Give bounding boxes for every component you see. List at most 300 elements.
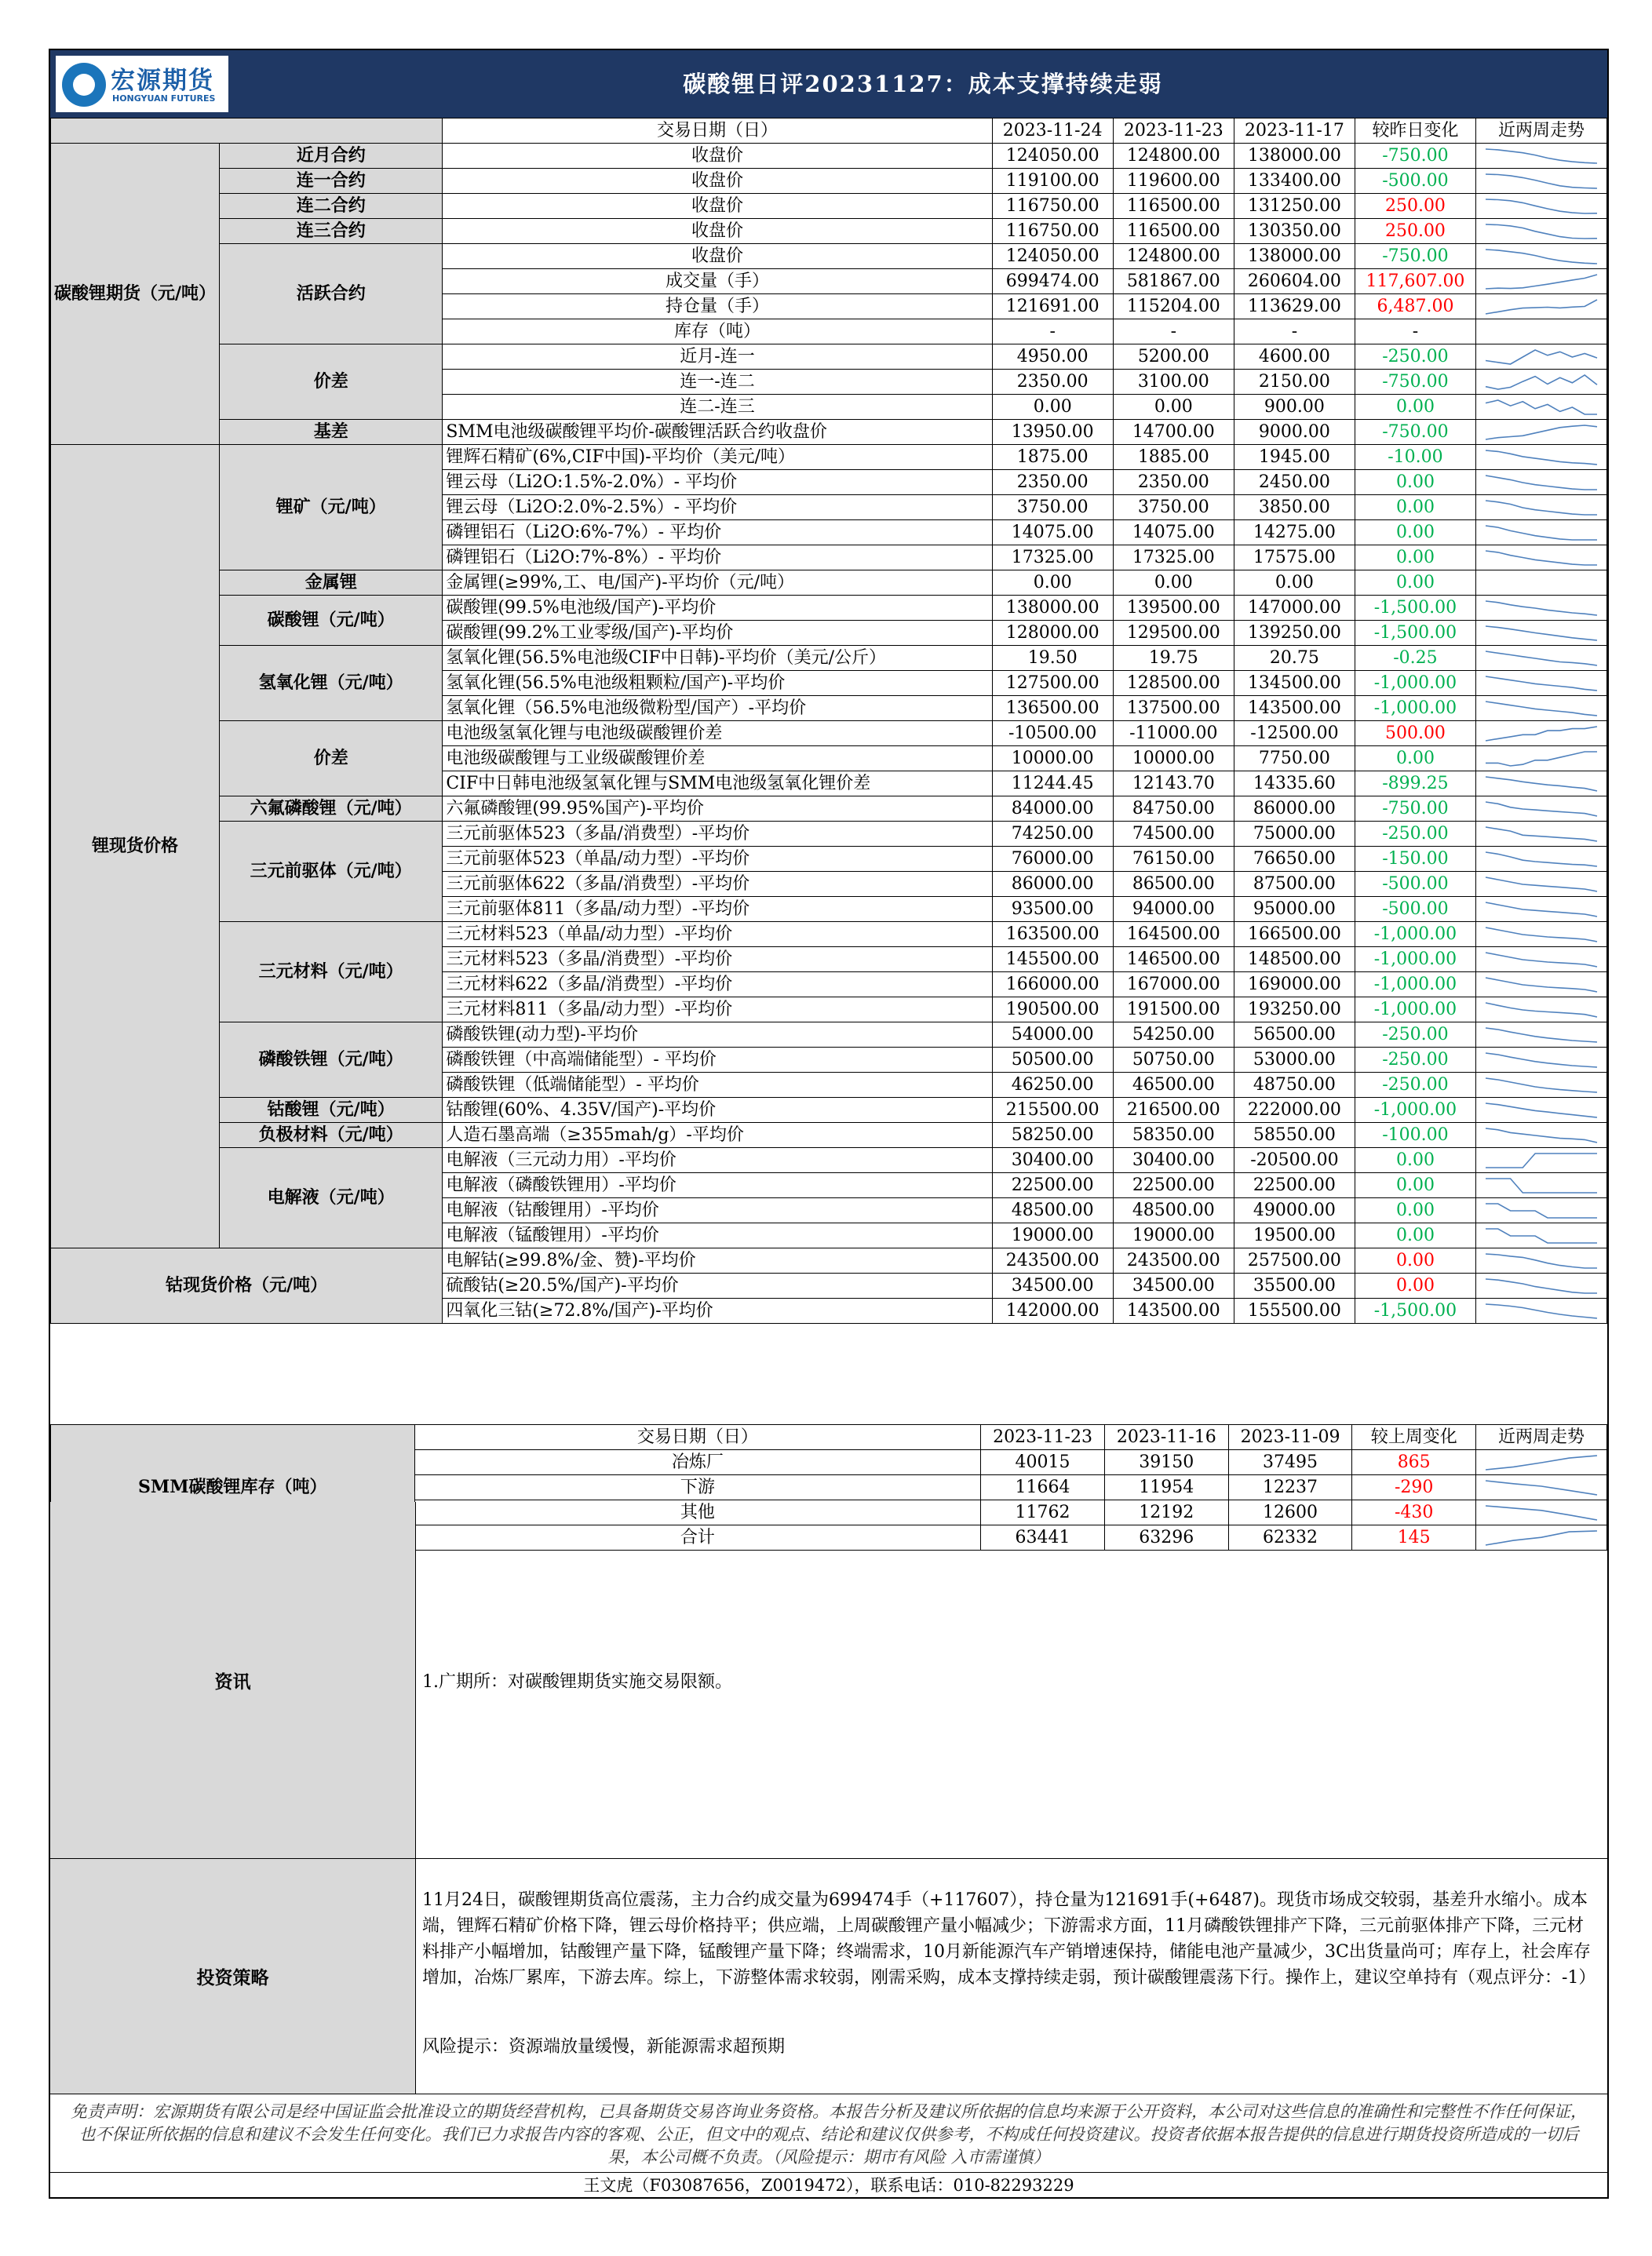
value-cell: 116750.00 bbox=[992, 194, 1113, 219]
change-cell: 0.00 bbox=[1355, 1248, 1475, 1274]
value-cell: 22500.00 bbox=[1234, 1173, 1355, 1198]
table-row bbox=[51, 1148, 1607, 1173]
value-cell: 124050.00 bbox=[992, 144, 1113, 169]
trend-sparkline bbox=[1479, 1476, 1603, 1500]
item-name: 冶炼厂 bbox=[414, 1450, 981, 1475]
table-row bbox=[51, 1098, 1607, 1123]
trend-sparkline-cell bbox=[1475, 872, 1606, 897]
trend-sparkline-cell bbox=[1475, 997, 1606, 1022]
trend-sparkline-cell bbox=[1475, 1123, 1606, 1148]
table-row bbox=[51, 721, 1607, 746]
value-cell: 50500.00 bbox=[992, 1048, 1113, 1073]
value-cell: 166000.00 bbox=[992, 972, 1113, 997]
value-cell: 54250.00 bbox=[1113, 1022, 1234, 1048]
table-row bbox=[51, 822, 1607, 847]
trend-line bbox=[1486, 199, 1597, 213]
logo-mark-icon bbox=[62, 63, 106, 107]
group-label: 碳酸锂期货（元/吨） bbox=[51, 144, 220, 445]
item-name: 下游 bbox=[414, 1475, 981, 1500]
value-cell: 2150.00 bbox=[1234, 370, 1355, 395]
item-name: 电池级碳酸锂与工业级碳酸锂价差 bbox=[443, 746, 992, 771]
trend-sparkline-cell bbox=[1475, 1450, 1606, 1475]
value-cell: 124050.00 bbox=[992, 244, 1113, 269]
value-cell: - bbox=[1234, 319, 1355, 344]
value-cell: - bbox=[992, 319, 1113, 344]
value-cell: 14335.60 bbox=[1234, 771, 1355, 796]
trend-sparkline-cell bbox=[1475, 771, 1606, 796]
trend-line bbox=[1486, 1456, 1597, 1470]
item-name: 磷酸铁锂（中高端储能型）- 平均价 bbox=[443, 1048, 992, 1073]
value-cell: 14075.00 bbox=[992, 520, 1113, 545]
subgroup-label: 价差 bbox=[220, 721, 443, 796]
value-cell: 222000.00 bbox=[1234, 1098, 1355, 1123]
change-cell: 0.00 bbox=[1355, 470, 1475, 495]
trend-line bbox=[1486, 852, 1597, 866]
trend-sparkline-cell bbox=[1475, 922, 1606, 947]
item-name: 磷酸铁锂（低端储能型）- 平均价 bbox=[443, 1073, 992, 1098]
trend-sparkline bbox=[1479, 923, 1603, 946]
analyst-contact: 王文虎（F03087656，Z0019472），联系电话：010-82293229 bbox=[583, 2176, 1074, 2195]
change-cell: 0.00 bbox=[1355, 746, 1475, 771]
item-name: 持仓量（手） bbox=[443, 294, 992, 319]
item-name: 三元前驱体523（多晶/消费型）-平均价 bbox=[443, 822, 992, 847]
change-cell: 145 bbox=[1352, 1525, 1476, 1551]
value-cell: 12237 bbox=[1228, 1475, 1352, 1500]
trend-sparkline bbox=[1479, 722, 1603, 745]
trend-sparkline-cell bbox=[1475, 1274, 1606, 1299]
trend-sparkline-cell bbox=[1475, 1073, 1606, 1098]
value-cell: 1945.00 bbox=[1234, 445, 1355, 470]
value-cell: 0.00 bbox=[1113, 570, 1234, 596]
trend-line bbox=[1486, 1481, 1597, 1495]
item-name: 电解钴(≥99.8%/金、赞)-平均价 bbox=[443, 1248, 992, 1274]
trend-sparkline bbox=[1479, 772, 1603, 796]
value-cell: 243500.00 bbox=[992, 1248, 1113, 1274]
trend-line bbox=[1486, 752, 1597, 766]
trend-sparkline-cell bbox=[1475, 420, 1606, 445]
trend-sparkline-cell bbox=[1475, 746, 1606, 771]
trend-sparkline-cell bbox=[1475, 244, 1606, 269]
trend-line bbox=[1486, 626, 1597, 640]
change-cell: -1,000.00 bbox=[1355, 922, 1475, 947]
value-cell: 46250.00 bbox=[992, 1073, 1113, 1098]
change-cell: -1,000.00 bbox=[1355, 972, 1475, 997]
value-cell: 148500.00 bbox=[1234, 947, 1355, 972]
value-cell: 14275.00 bbox=[1234, 520, 1355, 545]
value-cell: -12500.00 bbox=[1234, 721, 1355, 746]
value-cell: 19000.00 bbox=[1113, 1223, 1234, 1248]
trend-line bbox=[1486, 1204, 1597, 1218]
change-cell: -430 bbox=[1352, 1500, 1476, 1525]
table-row bbox=[51, 420, 1607, 445]
change-cell: -500.00 bbox=[1355, 897, 1475, 922]
subgroup-label: 锂矿（元/吨） bbox=[220, 445, 443, 570]
value-cell: 14700.00 bbox=[1113, 420, 1234, 445]
change-cell: 250.00 bbox=[1355, 194, 1475, 219]
trend-sparkline bbox=[1479, 1124, 1603, 1147]
table-row bbox=[51, 646, 1607, 671]
value-cell: 116500.00 bbox=[1113, 219, 1234, 244]
value-cell: 9000.00 bbox=[1234, 420, 1355, 445]
item-name: 硫酸钴(≥20.5%/国产)-平均价 bbox=[443, 1274, 992, 1299]
trend-sparkline-cell bbox=[1475, 1248, 1606, 1274]
item-name: 三元材料811（多晶/动力型）-平均价 bbox=[443, 997, 992, 1022]
strategy-text: 11月24日，碳酸锂期货高位震荡，主力合约成交量为699474手（+117607），持仓量为121691手(+6487)。现货市场成交较弱，基差升水缩小。成本端，锂辉石精矿价格下降，锂云母价格持平；供应端，上周碳酸锂产量小幅减少；下游需求方面，11月磷酸铁锂排产下降，三元前驱体排产下降，三元材料排产小幅增加，钴酸锂产量下降，锰酸锂产量下降；终端需求，10月新能源汽车产销增速保持，储能电池产量减少，3C出货量尚可；库存上，社会库存增加，冶炼厂累库，下游去库。综上，下游整体需求较弱，刚需采购，成本支撑持续走弱，预计碳酸锂震荡下行。操作上，建议空单持有（观点评分：-1） bbox=[422, 1890, 1596, 1988]
trend-line bbox=[1486, 651, 1597, 665]
trend-sparkline bbox=[1479, 1073, 1603, 1097]
trend-sparkline-cell bbox=[1475, 1475, 1606, 1500]
trend-sparkline-cell bbox=[1475, 269, 1606, 294]
trend-sparkline-cell bbox=[1475, 671, 1606, 696]
value-cell: 1875.00 bbox=[992, 445, 1113, 470]
trend-line bbox=[1486, 425, 1597, 439]
subgroup-label: 氢氧化锂（元/吨） bbox=[220, 646, 443, 721]
trend-line bbox=[1486, 300, 1597, 314]
trend-sparkline bbox=[1479, 1099, 1603, 1122]
item-name: 磷锂铝石（Li2O:6%-7%）- 平均价 bbox=[443, 520, 992, 545]
item-name: 收盘价 bbox=[443, 194, 992, 219]
value-cell: 2350.00 bbox=[992, 470, 1113, 495]
trend-sparkline bbox=[1479, 1274, 1603, 1298]
value-cell: 30400.00 bbox=[992, 1148, 1113, 1173]
trend-line bbox=[1486, 1003, 1597, 1017]
value-cell: 113629.00 bbox=[1234, 294, 1355, 319]
trend-sparkline bbox=[1479, 873, 1603, 896]
value-cell: 0.00 bbox=[992, 395, 1113, 420]
header-change: 较上周变化 bbox=[1352, 1425, 1476, 1450]
trend-sparkline-cell bbox=[1475, 319, 1606, 344]
value-cell: 3750.00 bbox=[1113, 495, 1234, 520]
change-cell: -250.00 bbox=[1355, 344, 1475, 370]
trend-sparkline bbox=[1479, 220, 1603, 243]
trend-sparkline-cell bbox=[1475, 1198, 1606, 1223]
value-cell: 17325.00 bbox=[992, 545, 1113, 570]
header-trend: 近两周走势 bbox=[1475, 1425, 1606, 1450]
trend-sparkline bbox=[1479, 496, 1603, 519]
value-cell: 167000.00 bbox=[1113, 972, 1234, 997]
subgroup-label: 价差 bbox=[220, 344, 443, 420]
table-row bbox=[51, 169, 1607, 194]
value-cell: 11954 bbox=[1104, 1475, 1228, 1500]
trend-sparkline bbox=[1479, 621, 1603, 645]
table-row bbox=[51, 796, 1607, 822]
subgroup-label: 负极材料（元/吨） bbox=[220, 1123, 443, 1148]
value-cell: 63296 bbox=[1104, 1525, 1228, 1551]
change-cell: 0.00 bbox=[1355, 395, 1475, 420]
subgroup-label: 连二合约 bbox=[220, 194, 443, 219]
value-cell: -10500.00 bbox=[992, 721, 1113, 746]
value-cell: 138000.00 bbox=[992, 596, 1113, 621]
change-cell: -899.25 bbox=[1355, 771, 1475, 796]
header-blank bbox=[51, 118, 443, 144]
item-name: 连二-连三 bbox=[443, 395, 992, 420]
value-cell: 163500.00 bbox=[992, 922, 1113, 947]
item-name: 四氧化三钴(≥72.8%/国产)-平均价 bbox=[443, 1299, 992, 1324]
change-cell: -10.00 bbox=[1355, 445, 1475, 470]
trend-line bbox=[1486, 777, 1597, 791]
trend-sparkline bbox=[1479, 1174, 1603, 1197]
value-cell: 94000.00 bbox=[1113, 897, 1234, 922]
trend-sparkline bbox=[1479, 596, 1603, 620]
value-cell: 155500.00 bbox=[1234, 1299, 1355, 1324]
table-row bbox=[51, 1022, 1607, 1048]
value-cell: 116750.00 bbox=[992, 219, 1113, 244]
trend-sparkline-cell bbox=[1475, 646, 1606, 671]
trend-sparkline bbox=[1479, 847, 1603, 871]
item-name: 三元前驱体523（单晶/动力型）-平均价 bbox=[443, 847, 992, 872]
header-date: 2023-11-24 bbox=[992, 118, 1113, 144]
subgroup-label: 磷酸铁锂（元/吨） bbox=[220, 1022, 443, 1098]
trend-sparkline bbox=[1479, 395, 1603, 419]
value-cell: 48500.00 bbox=[1113, 1198, 1234, 1223]
value-cell: 139500.00 bbox=[1113, 596, 1234, 621]
value-cell: 116500.00 bbox=[1113, 194, 1234, 219]
trend-sparkline bbox=[1479, 1249, 1603, 1273]
value-cell: - bbox=[1113, 319, 1234, 344]
value-cell: 84000.00 bbox=[992, 796, 1113, 822]
change-cell: 0.00 bbox=[1355, 1173, 1475, 1198]
value-cell: 191500.00 bbox=[1113, 997, 1234, 1022]
value-cell: 74500.00 bbox=[1113, 822, 1234, 847]
value-cell: 169000.00 bbox=[1234, 972, 1355, 997]
trend-line bbox=[1486, 953, 1597, 967]
value-cell: 58550.00 bbox=[1234, 1123, 1355, 1148]
value-cell: 134500.00 bbox=[1234, 671, 1355, 696]
logo-en-text: HONGYUAN FUTURES bbox=[112, 93, 216, 104]
change-cell: -750.00 bbox=[1355, 370, 1475, 395]
value-cell: 58350.00 bbox=[1113, 1123, 1234, 1148]
trend-sparkline-cell bbox=[1475, 169, 1606, 194]
value-cell: 53000.00 bbox=[1234, 1048, 1355, 1073]
value-cell: 22500.00 bbox=[992, 1173, 1113, 1198]
value-cell: 4600.00 bbox=[1234, 344, 1355, 370]
item-name: 三元前驱体622（多晶/消费型）-平均价 bbox=[443, 872, 992, 897]
header-date: 2023-11-16 bbox=[1104, 1425, 1228, 1450]
value-cell: 37495 bbox=[1228, 1450, 1352, 1475]
change-cell: 0.00 bbox=[1355, 570, 1475, 596]
value-cell: 1885.00 bbox=[1113, 445, 1234, 470]
trend-sparkline bbox=[1479, 822, 1603, 846]
news-label: 资讯 bbox=[50, 1502, 416, 1859]
trend-sparkline-cell bbox=[1475, 1299, 1606, 1324]
subgroup-label: 碳酸锂（元/吨） bbox=[220, 596, 443, 646]
trend-line bbox=[1486, 1154, 1597, 1168]
value-cell: -11000.00 bbox=[1113, 721, 1234, 746]
trend-line bbox=[1486, 601, 1597, 615]
value-cell: 48750.00 bbox=[1234, 1073, 1355, 1098]
trend-line bbox=[1486, 1279, 1597, 1293]
trend-sparkline-cell bbox=[1475, 1148, 1606, 1173]
value-cell: 138000.00 bbox=[1234, 144, 1355, 169]
trend-sparkline bbox=[1479, 295, 1603, 319]
value-cell: 11664 bbox=[981, 1475, 1105, 1500]
trend-sparkline-cell bbox=[1475, 445, 1606, 470]
trend-sparkline-cell bbox=[1475, 1223, 1606, 1248]
value-cell: 216500.00 bbox=[1113, 1098, 1234, 1123]
change-cell: -290 bbox=[1352, 1475, 1476, 1500]
change-cell: 6,487.00 bbox=[1355, 294, 1475, 319]
table-header-row bbox=[51, 118, 1607, 144]
item-name: 磷锂铝石（Li2O:7%-8%）- 平均价 bbox=[443, 545, 992, 570]
trend-sparkline bbox=[1479, 345, 1603, 369]
value-cell: 12600 bbox=[1228, 1500, 1352, 1525]
value-cell: 10000.00 bbox=[1113, 746, 1234, 771]
value-cell: 193250.00 bbox=[1234, 997, 1355, 1022]
value-cell: 143500.00 bbox=[1234, 696, 1355, 721]
subgroup-label: 电解液（元/吨） bbox=[220, 1148, 443, 1248]
item-name: 收盘价 bbox=[443, 169, 992, 194]
subgroup-label: 活跃合约 bbox=[220, 244, 443, 344]
change-cell: -100.00 bbox=[1355, 1123, 1475, 1148]
trend-line bbox=[1486, 702, 1597, 716]
item-name: 氢氧化锂(56.5%电池级粗颗粒/国产)-平均价 bbox=[443, 671, 992, 696]
change-cell: 0.00 bbox=[1355, 520, 1475, 545]
item-name: 电解液（磷酸铁锂用）-平均价 bbox=[443, 1173, 992, 1198]
value-cell: 74250.00 bbox=[992, 822, 1113, 847]
table-row bbox=[51, 922, 1607, 947]
trend-line bbox=[1486, 375, 1597, 389]
item-name: 电解液（三元动力用）-平均价 bbox=[443, 1148, 992, 1173]
news-body bbox=[416, 1502, 1607, 1859]
item-name: 收盘价 bbox=[443, 219, 992, 244]
value-cell: 62332 bbox=[1228, 1525, 1352, 1551]
value-cell: 13950.00 bbox=[992, 420, 1113, 445]
change-cell: -1,000.00 bbox=[1355, 696, 1475, 721]
trend-sparkline-cell bbox=[1475, 1048, 1606, 1073]
item-name: 电解液（锰酸锂用）-平均价 bbox=[443, 1223, 992, 1248]
value-cell: 35500.00 bbox=[1234, 1274, 1355, 1299]
report-title: 碳酸锂日评20231127：成本支撑持续走弱 bbox=[683, 71, 1163, 97]
trend-line bbox=[1486, 400, 1597, 414]
item-name: 金属锂(≥99%,工、电/国产)-平均价（元/吨） bbox=[443, 570, 992, 596]
trend-sparkline bbox=[1479, 521, 1603, 545]
item-name: 电解液（钴酸锂用）-平均价 bbox=[443, 1198, 992, 1223]
trend-line bbox=[1486, 1103, 1597, 1117]
value-cell: 119100.00 bbox=[992, 169, 1113, 194]
trend-sparkline bbox=[1479, 1224, 1603, 1248]
trend-sparkline bbox=[1479, 797, 1603, 821]
change-cell: -0.25 bbox=[1355, 646, 1475, 671]
trend-sparkline-cell bbox=[1475, 822, 1606, 847]
subgroup-label: 连一合约 bbox=[220, 169, 443, 194]
item-name: 连一-连二 bbox=[443, 370, 992, 395]
value-cell: 56500.00 bbox=[1234, 1022, 1355, 1048]
trend-sparkline bbox=[1479, 446, 1603, 469]
item-name: 氢氧化锂（56.5%电池级微粉型/国产）-平均价 bbox=[443, 696, 992, 721]
logo-cn-text: 宏源期货 bbox=[111, 67, 214, 95]
value-cell: 145500.00 bbox=[992, 947, 1113, 972]
trend-sparkline-cell bbox=[1475, 219, 1606, 244]
table-row bbox=[51, 244, 1607, 269]
change-cell: 117,607.00 bbox=[1355, 269, 1475, 294]
trend-line bbox=[1486, 1028, 1597, 1042]
trend-line bbox=[1486, 827, 1597, 841]
trend-sparkline-cell bbox=[1475, 721, 1606, 746]
trend-sparkline-cell bbox=[1475, 470, 1606, 495]
item-name: 电池级氢氧化锂与电池级碳酸锂价差 bbox=[443, 721, 992, 746]
header-date: 2023-11-23 bbox=[981, 1425, 1105, 1450]
table-row bbox=[51, 144, 1607, 169]
value-cell: 86000.00 bbox=[992, 872, 1113, 897]
value-cell: 121691.00 bbox=[992, 294, 1113, 319]
trend-line bbox=[1486, 1128, 1597, 1143]
value-cell: 3750.00 bbox=[992, 495, 1113, 520]
group-label: 锂现货价格 bbox=[51, 445, 220, 1248]
value-cell: 164500.00 bbox=[1113, 922, 1234, 947]
trend-line bbox=[1486, 174, 1597, 188]
value-cell: 0.00 bbox=[1234, 570, 1355, 596]
value-cell: 58250.00 bbox=[992, 1123, 1113, 1148]
change-cell: 500.00 bbox=[1355, 721, 1475, 746]
value-cell: 138000.00 bbox=[1234, 244, 1355, 269]
price-table bbox=[50, 118, 1607, 1324]
change-cell: - bbox=[1355, 319, 1475, 344]
value-cell: 128000.00 bbox=[992, 621, 1113, 646]
value-cell: 76150.00 bbox=[1113, 847, 1234, 872]
trend-sparkline-cell bbox=[1475, 897, 1606, 922]
value-cell: 46500.00 bbox=[1113, 1073, 1234, 1098]
value-cell: 129500.00 bbox=[1113, 621, 1234, 646]
change-cell: -1,000.00 bbox=[1355, 997, 1475, 1022]
trend-sparkline bbox=[1479, 647, 1603, 670]
trend-sparkline bbox=[1479, 1048, 1603, 1072]
value-cell: 75000.00 bbox=[1234, 822, 1355, 847]
change-cell: -750.00 bbox=[1355, 144, 1475, 169]
item-name: 收盘价 bbox=[443, 244, 992, 269]
value-cell: 86500.00 bbox=[1113, 872, 1234, 897]
subgroup-label: 金属锂 bbox=[220, 570, 443, 596]
inventory-header-row bbox=[51, 1425, 1607, 1450]
change-cell: -1,500.00 bbox=[1355, 621, 1475, 646]
value-cell: 95000.00 bbox=[1234, 897, 1355, 922]
trend-line bbox=[1486, 1179, 1597, 1193]
value-cell: 19.50 bbox=[992, 646, 1113, 671]
value-cell: 0.00 bbox=[1113, 395, 1234, 420]
value-cell: 19000.00 bbox=[992, 1223, 1113, 1248]
value-cell: 699474.00 bbox=[992, 269, 1113, 294]
trend-sparkline bbox=[1479, 169, 1603, 193]
value-cell: 20.75 bbox=[1234, 646, 1355, 671]
item-name: 三元材料523（单晶/动力型）-平均价 bbox=[443, 922, 992, 947]
value-cell: -20500.00 bbox=[1234, 1148, 1355, 1173]
value-cell: 137500.00 bbox=[1113, 696, 1234, 721]
value-cell: 260604.00 bbox=[1234, 269, 1355, 294]
table-row bbox=[51, 1123, 1607, 1148]
trend-line bbox=[1486, 1078, 1597, 1092]
value-cell: 93500.00 bbox=[992, 897, 1113, 922]
trend-sparkline bbox=[1479, 421, 1603, 444]
table-row bbox=[51, 445, 1607, 470]
trend-sparkline-cell bbox=[1475, 1022, 1606, 1048]
subgroup-label: 三元材料（元/吨） bbox=[220, 922, 443, 1022]
value-cell: 131250.00 bbox=[1234, 194, 1355, 219]
header-item: 交易日期（日） bbox=[414, 1425, 981, 1450]
item-name: 库存（吨） bbox=[443, 319, 992, 344]
item-name: 氢氧化锂(56.5%电池级CIF中日韩)-平均价（美元/公斤） bbox=[443, 646, 992, 671]
value-cell: 3850.00 bbox=[1234, 495, 1355, 520]
change-cell: -500.00 bbox=[1355, 872, 1475, 897]
value-cell: 34500.00 bbox=[992, 1274, 1113, 1299]
value-cell: 40015 bbox=[981, 1450, 1105, 1475]
table-row bbox=[51, 344, 1607, 370]
value-cell: 2450.00 bbox=[1234, 470, 1355, 495]
trend-sparkline bbox=[1479, 973, 1603, 997]
news-section bbox=[50, 1502, 1607, 1859]
table-row bbox=[51, 596, 1607, 621]
trend-sparkline-cell bbox=[1475, 696, 1606, 721]
trend-line bbox=[1486, 1254, 1597, 1268]
trend-sparkline bbox=[1479, 898, 1603, 921]
